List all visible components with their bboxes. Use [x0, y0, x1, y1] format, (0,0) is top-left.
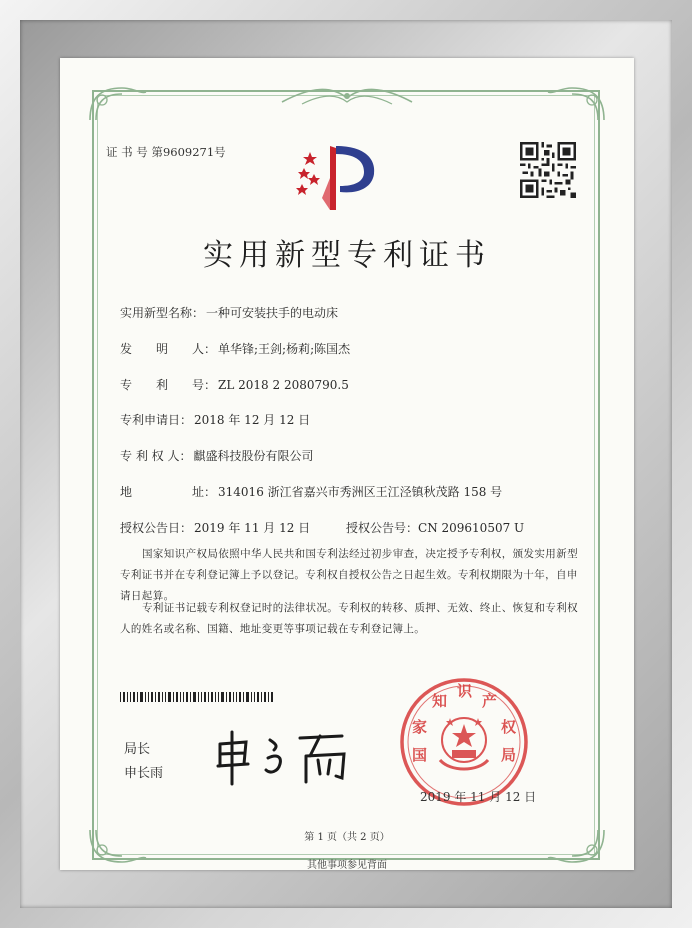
field-label: 专 利 权 人： [120, 449, 192, 463]
corner-ornament-icon [542, 80, 612, 130]
field-label: 授权公告日： [120, 521, 193, 535]
legal-paragraph-2: 专利证书记载专利权登记时的法律状况。专利权的转移、质押、无效、终止、恢复和专利权人的姓名或名称、国籍、地址变更等事项记载在专利登记簿上。 [120, 602, 578, 635]
field-patentee [120, 447, 313, 464]
field-label: 专利申请日： [120, 413, 193, 427]
field-label: 实用新型名称： [120, 306, 205, 320]
field-label: 专 利 号： [120, 378, 217, 392]
field-value: 一种可安装扶手的电动床 [206, 306, 339, 320]
svg-text:权: 权 [501, 718, 517, 736]
svg-text:家: 家 [412, 718, 428, 736]
svg-text:产: 产 [482, 692, 498, 710]
director-name: 申长雨 [124, 766, 164, 781]
field-value: 314016 浙江省嘉兴市秀洲区王江泾镇秋茂路 158 号 [218, 485, 503, 499]
field-patent-number [120, 376, 349, 393]
signature-icon [210, 726, 360, 786]
top-ornament-icon [272, 82, 422, 112]
cnipa-logo-icon [296, 138, 380, 214]
svg-text:国: 国 [412, 746, 428, 764]
field-label: 发 明 人： [120, 342, 217, 356]
certificate-paper [60, 58, 634, 870]
field-utility-name [120, 304, 338, 321]
field-value: 2018 年 12 月 12 日 [194, 413, 311, 427]
field-value: ZL 2018 2 2080790.5 [218, 378, 349, 392]
field-value: 单华锋;王剑;杨莉;陈国杰 [218, 342, 351, 356]
corner-ornament-icon [82, 80, 152, 130]
page-number: 第 1 页（共 2 页） [304, 832, 390, 843]
director-title: 局长 [124, 742, 151, 757]
field-value: 麒盛科技股份有限公司 [193, 449, 314, 463]
field-label: 授权公告号： [346, 521, 419, 535]
field-grant-number [346, 519, 524, 536]
field-value: CN 209610507 U [418, 521, 525, 535]
barcode-icon [120, 692, 274, 702]
field-address [120, 483, 502, 500]
seal-date: 2019 年 11 月 12 日 [420, 790, 537, 804]
certificate-number: 证 书 号 第9609271号 [106, 145, 226, 159]
field-value: 2019 年 11 月 12 日 [194, 521, 311, 535]
svg-text:识: 识 [457, 682, 473, 700]
legal-paragraph-1: 国家知识产权局依照中华人民共和国专利法经过初步审查，决定授予专利权，颁发实用新型专利证书并在专利登记簿上予以登记。专利权自授权公告之日起生效。专利权期限为十年，自申请日起算。 [120, 548, 578, 602]
qr-code-icon [520, 142, 576, 198]
field-inventor [120, 340, 350, 357]
field-grant-date [120, 519, 310, 536]
certificate-title: 实用新型专利证书 [203, 238, 491, 273]
footer-note: 其他事项参见背面 [307, 860, 387, 870]
field-filing-date [120, 411, 310, 428]
svg-text:局: 局 [501, 746, 517, 764]
svg-text:知: 知 [432, 692, 448, 710]
field-label: 地 址： [120, 485, 217, 499]
